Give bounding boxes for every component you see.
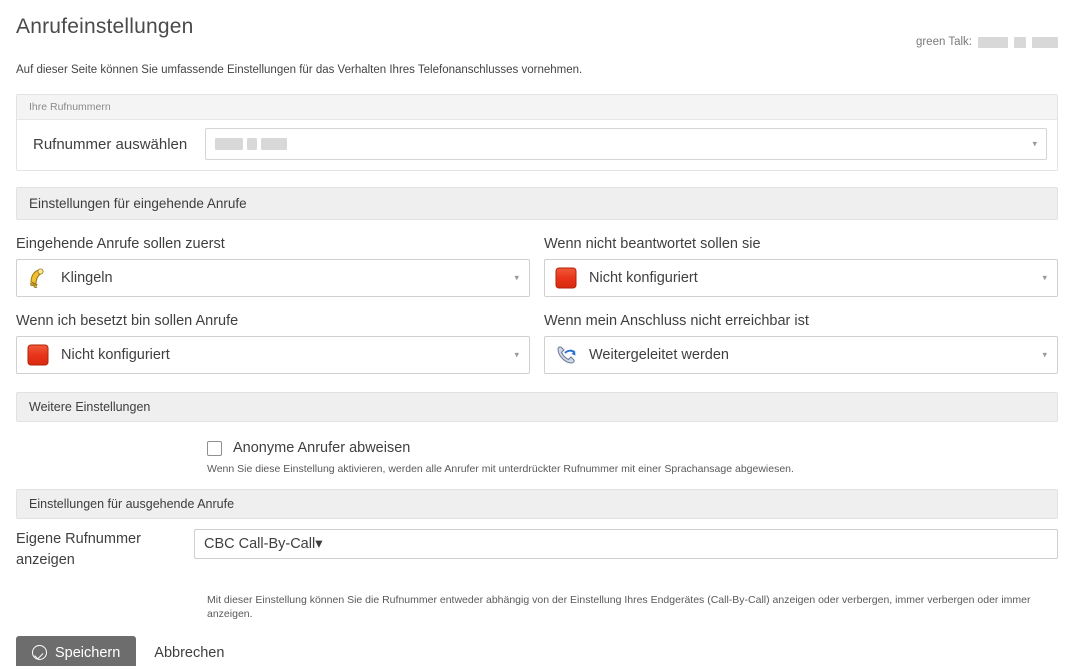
chevron-down-icon: ▾ [1032, 138, 1037, 149]
incoming-unreachable-label: Wenn mein Anschluss nicht erreichbar ist [544, 313, 809, 330]
redacted-number-part-1 [215, 138, 243, 150]
incoming-unreachable-select[interactable] [544, 336, 1058, 374]
incoming-busy-select[interactable] [16, 336, 530, 374]
save-button-label: Speichern [55, 644, 121, 661]
outgoing-number-select[interactable] [194, 529, 1058, 559]
incoming-unreachable-value: Weitergeleitet werden [589, 347, 729, 364]
page-title: Anrufeinstellungen [16, 15, 194, 38]
incoming-noanswer-select[interactable] [544, 259, 1058, 297]
save-button[interactable] [16, 636, 136, 666]
outgoing-number-value: CBC Call-By-Call [204, 535, 316, 552]
cancel-link[interactable]: Abbrechen [154, 644, 225, 661]
incoming-field-first [16, 220, 530, 297]
incoming-section-header: Einstellungen für eingehende Anrufe [16, 187, 1058, 220]
incoming-first-select[interactable] [16, 259, 530, 297]
anonymous-reject-checkbox[interactable] [207, 441, 222, 456]
redacted-account-value-2 [1014, 37, 1026, 48]
page-header [16, 14, 1058, 48]
number-select-label: Rufnummer auswählen [33, 135, 188, 153]
outgoing-section-header: Einstellungen für ausgehende Anrufe [16, 489, 1058, 519]
chevron-down-icon: ▾ [315, 535, 323, 552]
incoming-busy-value: Nicht konfiguriert [61, 347, 170, 364]
anonymous-reject-label: Anonyme Anrufer abweisen [233, 440, 411, 457]
call-forward-icon [553, 342, 579, 368]
incoming-field-busy [16, 297, 530, 374]
incoming-settings-grid [16, 220, 1058, 374]
outgoing-number-row [16, 529, 1058, 573]
incoming-field-noanswer [544, 220, 1058, 297]
outgoing-number-hint: Mit dieser Einstellung können Sie die Rufnummer entweder abhängig von der Einstellung Ihres Endgerätes (Call-By-Call) anzeigen oder verbergen, immer verbergen oder immer anzeigen. [207, 594, 1031, 620]
check-circle-icon [32, 645, 47, 660]
redacted-account-value [978, 37, 1008, 48]
form-actions [16, 636, 1058, 666]
incoming-busy-label: Wenn ich besetzt bin sollen Anrufe [16, 313, 239, 330]
incoming-first-value: Klingeln [61, 270, 113, 287]
incoming-noanswer-value: Nicht konfiguriert [589, 270, 698, 287]
red-square-icon [25, 342, 51, 368]
your-numbers-section-label: Ihre Rufnummern [17, 95, 1057, 120]
chevron-down-icon: ▾ [1042, 272, 1047, 283]
anonymous-reject-hint: Wenn Sie diese Einstellung aktivieren, werden alle Anrufer mit unterdrückter Rufnummer mit einer Sprachansage abgewiesen. [207, 463, 794, 476]
incoming-first-label: Eingehende Anrufe sollen zuerst [16, 236, 225, 253]
brand-label: green Talk: [915, 36, 972, 48]
number-select[interactable] [205, 128, 1047, 160]
red-square-icon [553, 265, 579, 291]
further-section-header: Weitere Einstellungen [16, 392, 1058, 422]
page-description: Auf dieser Seite können Sie umfassende Einstellungen für das Verhalten Ihres Telefonanschlusses vornehmen. [16, 64, 583, 76]
redacted-account-value-3 [1032, 37, 1058, 48]
chevron-down-icon: ▾ [514, 272, 519, 283]
chevron-down-icon: ▾ [514, 349, 519, 360]
bell-icon [25, 265, 51, 291]
incoming-noanswer-label: Wenn nicht beantwortet sollen sie [544, 236, 761, 253]
anonymous-reject-row [207, 440, 1058, 456]
outgoing-number-label: Eigene Rufnummer anzeigen [16, 530, 141, 569]
redacted-number-part-2 [247, 138, 257, 150]
your-numbers-panel [16, 94, 1058, 171]
account-indicator [916, 36, 1058, 48]
chevron-down-icon: ▾ [1042, 349, 1047, 360]
redacted-number-part-3 [261, 138, 287, 150]
incoming-field-unreachable [544, 297, 1058, 374]
